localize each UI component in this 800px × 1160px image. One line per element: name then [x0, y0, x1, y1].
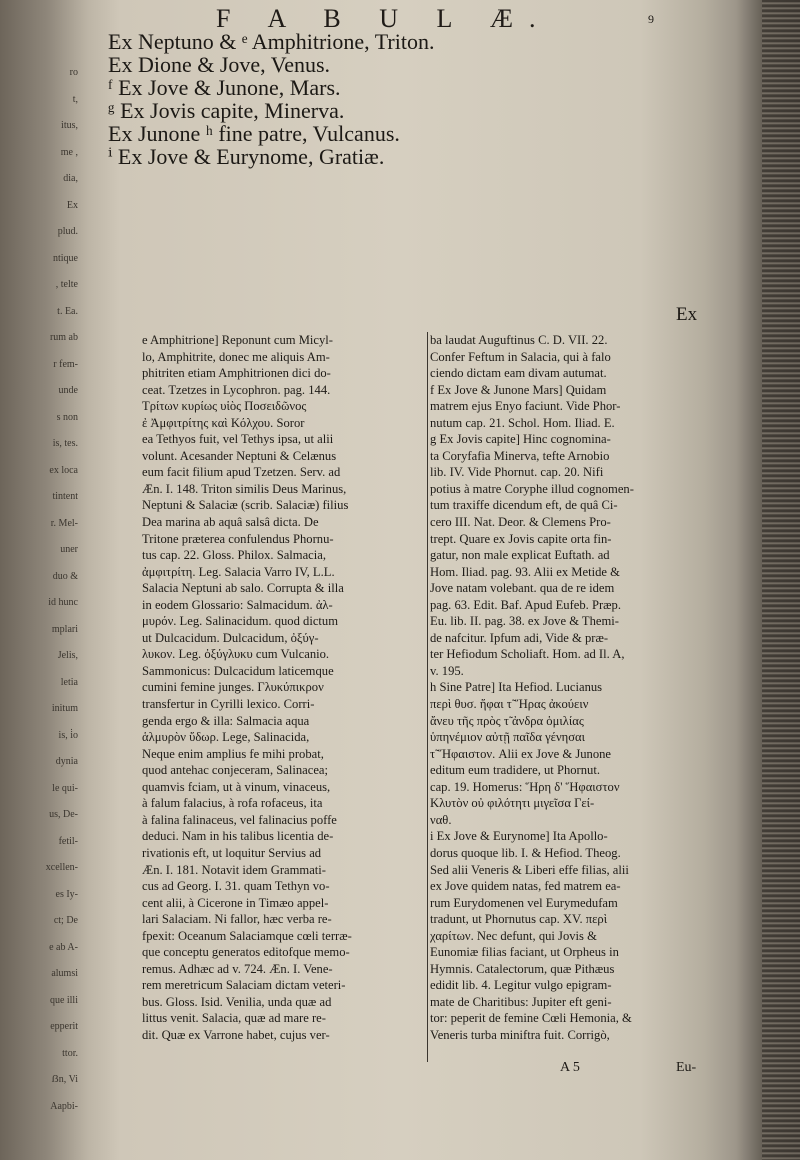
margin-fragment: t, — [72, 93, 78, 105]
book-page — [86, 0, 756, 1160]
text-line: à falina falinaceus, vel falinacius poffe — [142, 812, 337, 827]
text-line: περὶ θυσ. ἥφαι τ̃ Ἥρας ἀκούειν — [430, 697, 589, 712]
text-line: phitriten etiam Amphitrionen dici do- — [142, 366, 331, 381]
text-line: Neptuni & Salaciæ (scrib. Salaciæ) filius — [142, 498, 349, 513]
text-line: cero III. Nat. Deor. & Clemens Pro- — [430, 515, 611, 530]
text-line: ciendo dictam eam divam autumat. — [430, 366, 607, 381]
text-line: Neque enim amplius fe mihi probat, — [142, 746, 324, 761]
text-line: rum Eurydomenen vel Eurymedufam — [430, 895, 618, 910]
margin-fragment: ro — [69, 67, 78, 78]
text-line: ea Tethyos fuit, vel Tethys ipsa, ut alii — [142, 432, 334, 447]
margin-fragment: mplari — [51, 623, 78, 635]
text-line: χαρίτων. Nec defunt, qui Jovis & — [430, 928, 597, 943]
text-line: ἁλμυρὸν ὕδωρ. Lege, Salinacida, — [142, 730, 310, 745]
text-line: Confer Feftum in Salacia, qui à falo — [430, 349, 611, 364]
text-line: trept. Quare ex Jovis capite orta fin- — [430, 531, 612, 546]
text-line: e Amphitrione] Reponunt cum Micyl- — [142, 333, 333, 347]
text-line: g Ex Jovis capite] Hinc cognomina- — [430, 432, 611, 447]
margin-fragment: s non — [56, 411, 78, 423]
text-line: Eu. lib. II. pag. 38. ex Jove & Themi- — [430, 614, 619, 629]
margin-fragment: Ex — [66, 199, 78, 211]
genealogy-line: ⁱ Ex Jove & Eurynome, Gratiæ. — [108, 144, 385, 169]
text-line: ἄνευ τῆς πρὸς τ̃ ἀνδρα ὁμιλίας — [430, 713, 584, 728]
margin-fragment: itus, — [61, 120, 78, 131]
text-line: cap. 19. Homerus: Ἥρη δ' Ἥφαιστον — [430, 779, 620, 794]
margin-fragment: rum ab — [49, 332, 78, 343]
text-line: ὑπηνέμιον αὐτῇ παῖδα γένησαι — [430, 730, 586, 745]
margin-fragment: initum — [51, 703, 78, 714]
genealogy-line: Ex Junone ʰ fine patre, Vulcanus. — [108, 121, 400, 146]
text-line: ta Coryfafia Minerva, tefte Arnobio — [430, 448, 610, 463]
margin-fragment: Aapbi- — [50, 1100, 78, 1112]
text-line: matrem ejus Enyo faciunt. Vide Phor- — [430, 399, 621, 414]
text-line: tradunt, ut Phornutus cap. XV. περὶ — [430, 912, 608, 927]
text-line: edidit lib. 4. Legitur vulgo epigram- — [430, 978, 612, 993]
margin-fragment: plud. — [57, 226, 78, 237]
text-line: Tritone præterea confulendus Phornu- — [142, 531, 334, 546]
text-line: lo, Amphitrite, donec me aliquis Am- — [142, 349, 330, 364]
text-line: i Ex Jove & Eurynome] Ita Apollo- — [430, 829, 608, 844]
margin-fragment: Jelis, — [57, 650, 78, 661]
text-line: Τρίτων κυρίως υἱὸς Ποσειδῶνος — [142, 399, 307, 414]
genealogy-line: Ex Dione & Jove, Venus. — [108, 52, 331, 77]
text-line: genda ergo & illa: Salmacia aqua — [142, 713, 310, 728]
margin-fragment: alumsi — [51, 968, 78, 979]
text-line: Dea marina ab aquâ salsâ dicta. De — [142, 515, 319, 530]
catchword-bottom: Eu- — [676, 1060, 697, 1075]
text-line: ba laudat Auguftinus C. D. VII. 22. — [430, 333, 608, 347]
text-line: fpexit: Oceanum Salaciamque cœli terræ- — [142, 928, 352, 943]
running-head — [86, 4, 756, 33]
text-line: deduci. Nam in his talibus licentia de- — [142, 829, 334, 844]
signature-mark: A 5 — [560, 1060, 580, 1075]
text-line: rivationis eft, ut loquitur Servius ad — [142, 845, 322, 860]
margin-fragment: id hunc — [48, 597, 78, 608]
catchword-top: Ex — [676, 304, 698, 325]
book-fore-edge — [762, 0, 800, 1160]
margin-fragment: ct; De — [53, 915, 78, 926]
genealogy-list — [108, 30, 748, 168]
margin-fragment: r fem- — [53, 358, 78, 370]
text-line: bus. Gloss. Isid. Venilia, unda quæ ad — [142, 994, 332, 1009]
margin-fragment: dia, — [63, 173, 78, 184]
text-line: lib. IV. Vide Phornut. cap. 20. Nifi — [430, 465, 604, 480]
genealogy-line: Ex Neptuno & ᵉ Amphitrione, Triton. — [108, 29, 435, 54]
margin-fragment: es Iy- — [55, 888, 78, 900]
text-line: ex Jove quidem natas, fed matrem ea- — [430, 879, 621, 894]
text-line: λυκον. Leg. ὀξύγλυκυ cum Vulcanio. — [142, 647, 330, 662]
text-line: de nafcitur. Ipfum adi, Vide & præ- — [430, 630, 609, 645]
margin-fragment: letia — [60, 676, 78, 688]
text-line: ἀμφιτρίτη. Leg. Salacia Varro IV, L.L. — [142, 564, 335, 579]
text-line: eum facit filium apud Tzetzen. Serv. ad — [142, 465, 341, 480]
text-line: tus cap. 22. Gloss. Philox. Salmacia, — [142, 548, 326, 563]
text-line: Hymnis. Catalectorum, quæ Pithæus — [430, 961, 615, 976]
commentary-left-column — [142, 332, 424, 1044]
text-line: Veneris turba miniftra fuit. Corrigò, — [430, 1027, 610, 1042]
margin-fragment: le qui- — [52, 782, 78, 794]
text-line: lari Salaciam. Ni fallor, hæc verba re- — [142, 912, 332, 927]
text-line: Κλυτὸν οὐ φιλότητι μιγεῖσα Γεί- — [430, 796, 595, 811]
text-line: quamvis fciam, ut à vinum, vinaceus, — [142, 779, 331, 794]
text-line: volunt. Acesander Neptuni & Celænus — [142, 448, 337, 463]
text-line: rem meretricum Salaciam dictam veteri- — [142, 978, 346, 993]
margin-fragment: e ab A- — [49, 941, 78, 953]
margin-fragment: tintent — [52, 491, 78, 502]
text-line: remus. Adhæc ad v. 724. Æn. I. Vene- — [142, 961, 333, 976]
commentary-right-column — [430, 332, 722, 1044]
page-title: F A B U L Æ. — [216, 4, 552, 33]
margin-fragment: ntique — [53, 252, 78, 264]
text-line: mate de Charitibus: Jupiter eft geni- — [430, 994, 612, 1009]
text-line: cumini femine junges. Γλυκύπικρον — [142, 680, 324, 695]
genealogy-line: ᵍ Ex Jovis capite, Minerva. — [108, 98, 345, 123]
text-line: Æn. I. 181. Notavit idem Grammati- — [142, 862, 326, 877]
text-line: ter Hefiodum Scholiaft. Hom. ad Il. A, — [430, 647, 625, 662]
text-line: editum eum tradidere, ut Phornut. — [430, 763, 600, 778]
margin-fragment: que illi — [49, 994, 78, 1006]
text-line: dit. Quæ ex Varrone habet, cujus ver- — [142, 1027, 330, 1042]
text-line: transfertur in Cyrilli lexico. Corri- — [142, 697, 315, 712]
margin-fragment: ttor. — [62, 1047, 78, 1059]
text-line: quod antehac conjeceram, Salinacea; — [142, 763, 329, 778]
margin-fragment: ẞn, Vi — [51, 1074, 78, 1085]
text-line: cus ad Georg. I. 31. quam Tethyn vo- — [142, 879, 330, 894]
margin-fragment: me , — [60, 146, 78, 158]
text-line: ut Dulcacidum. Dulcacidum, ὀξύγ- — [142, 630, 319, 645]
column-divider — [427, 332, 428, 1062]
text-line: pag. 63. Edit. Baf. Apud Eufeb. Præp. — [430, 597, 621, 612]
signature-line — [430, 1060, 722, 1078]
margin-fragment: is, tes. — [52, 438, 78, 449]
text-line: tum traxiffe dicendum eft, de quâ Ci- — [430, 498, 618, 513]
genealogy-line: ᶠ Ex Jove & Junone, Mars. — [108, 75, 341, 100]
text-line: ναθ. — [430, 812, 452, 827]
margin-fragment: t. Ea. — [57, 305, 78, 317]
margin-fragment: us, De- — [49, 809, 78, 820]
text-line: Jove natam volebant. qua de re idem — [430, 581, 615, 596]
text-line: que conceptu generatos editofque memo- — [142, 945, 350, 960]
margin-fragment: xcellen- — [45, 862, 78, 873]
facing-page-margin-fragments — [0, 60, 82, 1112]
text-line: Sammonicus: Dulcacidum laticemque — [142, 663, 334, 678]
text-line: in eodem Glossario: Salmacidum. ἀλ- — [142, 597, 333, 612]
text-line: littus venit. Salacia, quæ ad mare re- — [142, 1011, 326, 1026]
text-line: Salacia Neptuni ab salo. Corrupta & illa — [142, 581, 344, 596]
text-line: ceat. Tzetzes in Lycophron. pag. 144. — [142, 382, 331, 397]
text-line: h Sine Patre] Ita Hefiod. Lucianus — [430, 680, 603, 695]
text-line: ἐ Ἀμφιτρίτης καὶ Κόλχου. Soror — [142, 415, 305, 430]
margin-fragment: uner — [60, 544, 78, 555]
text-line: τ̃ Ἥφαιστον. Alii ex Jove & Junone — [430, 746, 612, 761]
text-line: potius à matre Coryphe illud cognomen- — [430, 481, 634, 496]
text-line: tor: peperit de femine Cœli Hemonia, & — [430, 1011, 632, 1026]
margin-fragment: unde — [58, 385, 78, 396]
text-line: Æn. I. 148. Triton similis Deus Marinus, — [142, 481, 347, 496]
text-line: v. 195. — [430, 663, 464, 678]
text-line: μυρόν. Leg. Salinacidum. quod dictum — [142, 614, 339, 629]
margin-fragment: is, i̇o — [58, 729, 78, 741]
text-line: f Ex Jove & Junone Mars] Quidam — [430, 382, 607, 397]
text-line: Sed alii Veneris & Liberi effe filias, alii — [430, 862, 629, 877]
margin-fragment: epperit — [50, 1021, 78, 1032]
margin-fragment: duo & — [52, 570, 78, 582]
text-line: Hom. Iliad. pag. 93. Alii ex Metide & — [430, 564, 620, 579]
margin-fragment: r. Mel- — [50, 517, 78, 529]
text-line: gatur, non male explicat Euftath. ad — [430, 548, 610, 563]
margin-fragment: , telte — [55, 279, 78, 290]
text-line: à falum falacius, à rofa rofaceus, ita — [142, 796, 323, 811]
text-line: cent alii, à Cicerone in Timæo appel- — [142, 895, 329, 910]
margin-fragment: ex loca — [49, 464, 78, 476]
margin-fragment: dynia — [55, 756, 78, 767]
page-number: 9 — [648, 12, 654, 26]
text-line: dorus quoque lib. I. & Hefiod. Theog. — [430, 845, 621, 860]
margin-fragment: fetil- — [58, 835, 78, 847]
text-line: Eunomiæ filias faciant, ut Orpheus in — [430, 945, 619, 960]
text-line: nutum cap. 21. Schol. Hom. Iliad. E. — [430, 415, 615, 430]
